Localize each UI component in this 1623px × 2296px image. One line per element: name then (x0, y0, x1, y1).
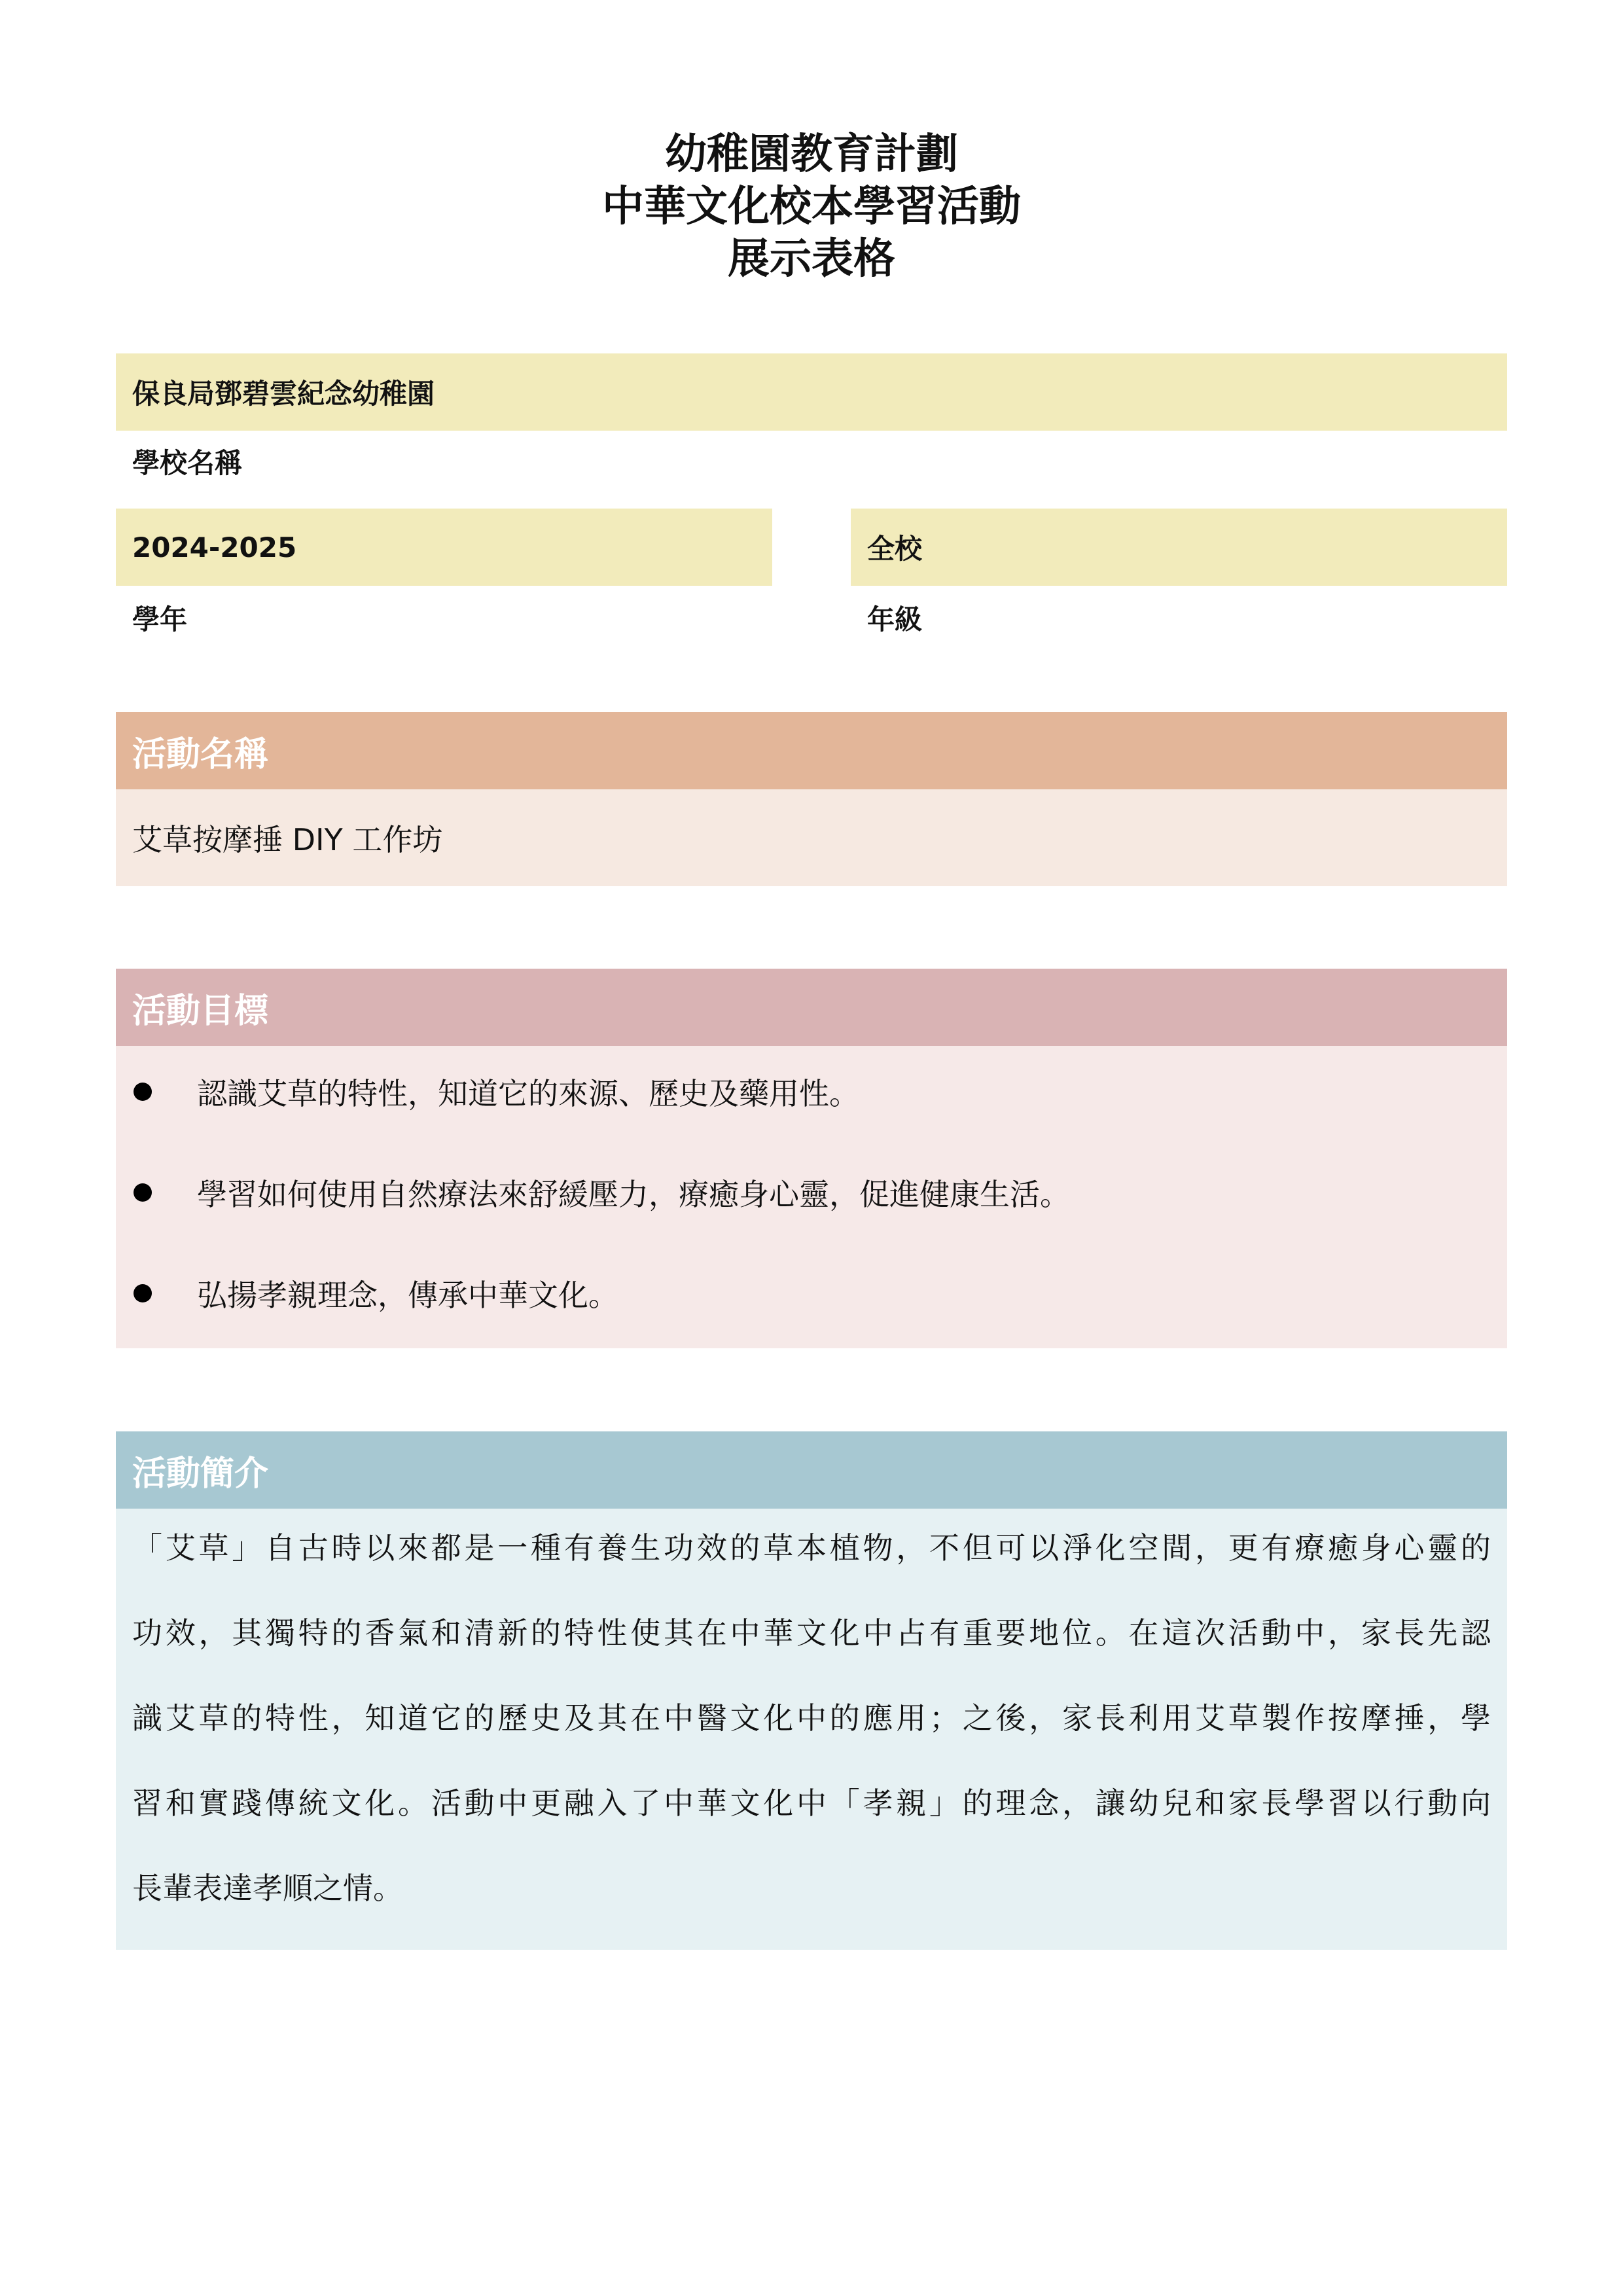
introduction-line: 長輩表達孝順之情。 (132, 1871, 403, 1906)
introduction-body (116, 1509, 1507, 1950)
introduction-line: 習和實踐傳統文化。活動中更融入了中華文化中「孝親」的理念，讓幼兒和家長學習以行動向 (132, 1785, 1491, 1821)
objective-item (116, 1173, 1507, 1212)
objective-text: 認識艾草的特性，知道它的來源、歷史及藥用性。 (197, 1076, 859, 1111)
objectives-heading: 活動目標 (132, 991, 269, 1031)
objective-item (116, 1072, 1507, 1111)
school-year-field (116, 509, 772, 586)
school-name-field (116, 353, 1507, 431)
grade-field (851, 509, 1507, 586)
grade-value: 全校 (867, 533, 923, 565)
activity-name-heading: 活動名稱 (132, 734, 269, 774)
objectives-body (116, 1046, 1507, 1348)
activity-name-value: 艾草按摩捶 DIY 工作坊 (132, 822, 443, 857)
page-title (0, 128, 1623, 285)
objective-text: 學習如何使用自然療法來舒緩壓力，療癒身心靈，促進健康生活。 (197, 1177, 1070, 1212)
objectives-header (116, 969, 1507, 1046)
introduction-line: 識艾草的特性，知道它的歷史及其在中醫文化中的應用；之後，家長利用艾草製作按摩捶，學 (132, 1700, 1491, 1736)
bullet-icon (134, 1284, 152, 1302)
bullet-icon (134, 1083, 152, 1101)
school-name-value: 保良局鄧碧雲紀念幼稚園 (132, 378, 435, 410)
objective-text: 弘揚孝親理念，傳承中華文化。 (197, 1278, 618, 1313)
school-year-label: 學年 (132, 603, 188, 636)
introduction-heading: 活動簡介 (132, 1454, 269, 1494)
introduction-header (116, 1431, 1507, 1509)
introduction-line: 「艾草」自古時以來都是一種有養生功效的草本植物，不但可以淨化空間，更有療癒身心靈的 (132, 1530, 1491, 1566)
activity-name-header (116, 712, 1507, 789)
introduction-line: 功效，其獨特的香氣和清新的特性使其在中華文化中占有重要地位。在這次活動中，家長先認 (132, 1615, 1491, 1651)
school-name-label: 學校名稱 (132, 447, 243, 479)
bullet-icon (134, 1183, 152, 1202)
school-year-value: 2024-2025 (132, 531, 297, 564)
title-line-3: 展示表格 (728, 235, 895, 283)
activity-name-body (116, 789, 1507, 886)
objective-item (116, 1274, 1507, 1313)
grade-label: 年級 (867, 603, 923, 636)
title-line-2: 中華文化校本學習活動 (602, 183, 1021, 231)
title-line-1: 幼稚園教育計劃 (665, 130, 958, 179)
